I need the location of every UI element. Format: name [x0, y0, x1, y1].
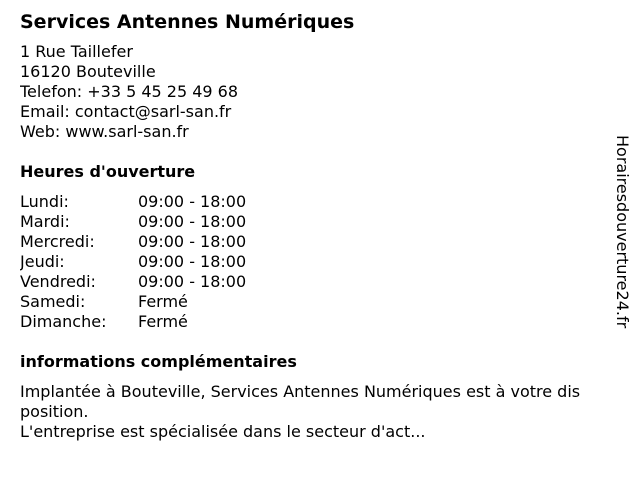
- hours-row-wednesday: [20, 232, 630, 252]
- day-label: Samedi:: [20, 292, 86, 311]
- website: Web: www.sarl-san.fr: [20, 122, 189, 141]
- opening-hours-heading: Heures d'ouverture: [20, 162, 196, 181]
- hours-row-sunday: [20, 312, 630, 332]
- street-address: 1 Rue Taillefer: [20, 42, 133, 61]
- day-label: Vendredi:: [20, 272, 96, 291]
- address-block: [20, 42, 630, 142]
- business-info-card: [20, 10, 630, 470]
- day-hours: 09:00 - 18:00: [138, 252, 247, 271]
- day-label: Lundi:: [20, 192, 69, 211]
- hours-row-monday: [20, 192, 630, 212]
- day-hours: 09:00 - 18:00: [138, 272, 247, 291]
- email-address: Email: contact@sarl-san.fr: [20, 102, 232, 121]
- day-label: Jeudi:: [20, 252, 65, 271]
- day-hours: 09:00 - 18:00: [138, 192, 247, 211]
- info-line: L'entreprise est spécialisée dans le secteur d'act...: [20, 422, 426, 441]
- info-line: position.: [20, 402, 89, 421]
- day-label: Dimanche:: [20, 312, 107, 331]
- business-name: Services Antennes Numériques: [20, 11, 355, 33]
- hours-row-tuesday: [20, 212, 630, 232]
- site-watermark: Horairesdouverture24.fr: [613, 135, 632, 329]
- day-hours: Fermé: [138, 292, 188, 311]
- opening-hours-table: [20, 192, 630, 332]
- hours-row-thursday: [20, 252, 630, 272]
- city-postcode: 16120 Bouteville: [20, 62, 156, 81]
- hours-row-friday: [20, 272, 630, 292]
- day-hours: 09:00 - 18:00: [138, 212, 247, 231]
- day-hours: Fermé: [138, 312, 188, 331]
- day-hours: 09:00 - 18:00: [138, 232, 247, 251]
- hours-row-saturday: [20, 292, 630, 312]
- day-label: Mardi:: [20, 212, 70, 231]
- additional-info-heading: informations complémentaires: [20, 352, 297, 371]
- phone-number: Telefon: +33 5 45 25 49 68: [20, 82, 239, 101]
- day-label: Mercredi:: [20, 232, 95, 251]
- additional-info-text: [20, 382, 630, 442]
- info-line: Implantée à Bouteville, Services Antennes Numériques est à votre dis: [20, 382, 581, 401]
